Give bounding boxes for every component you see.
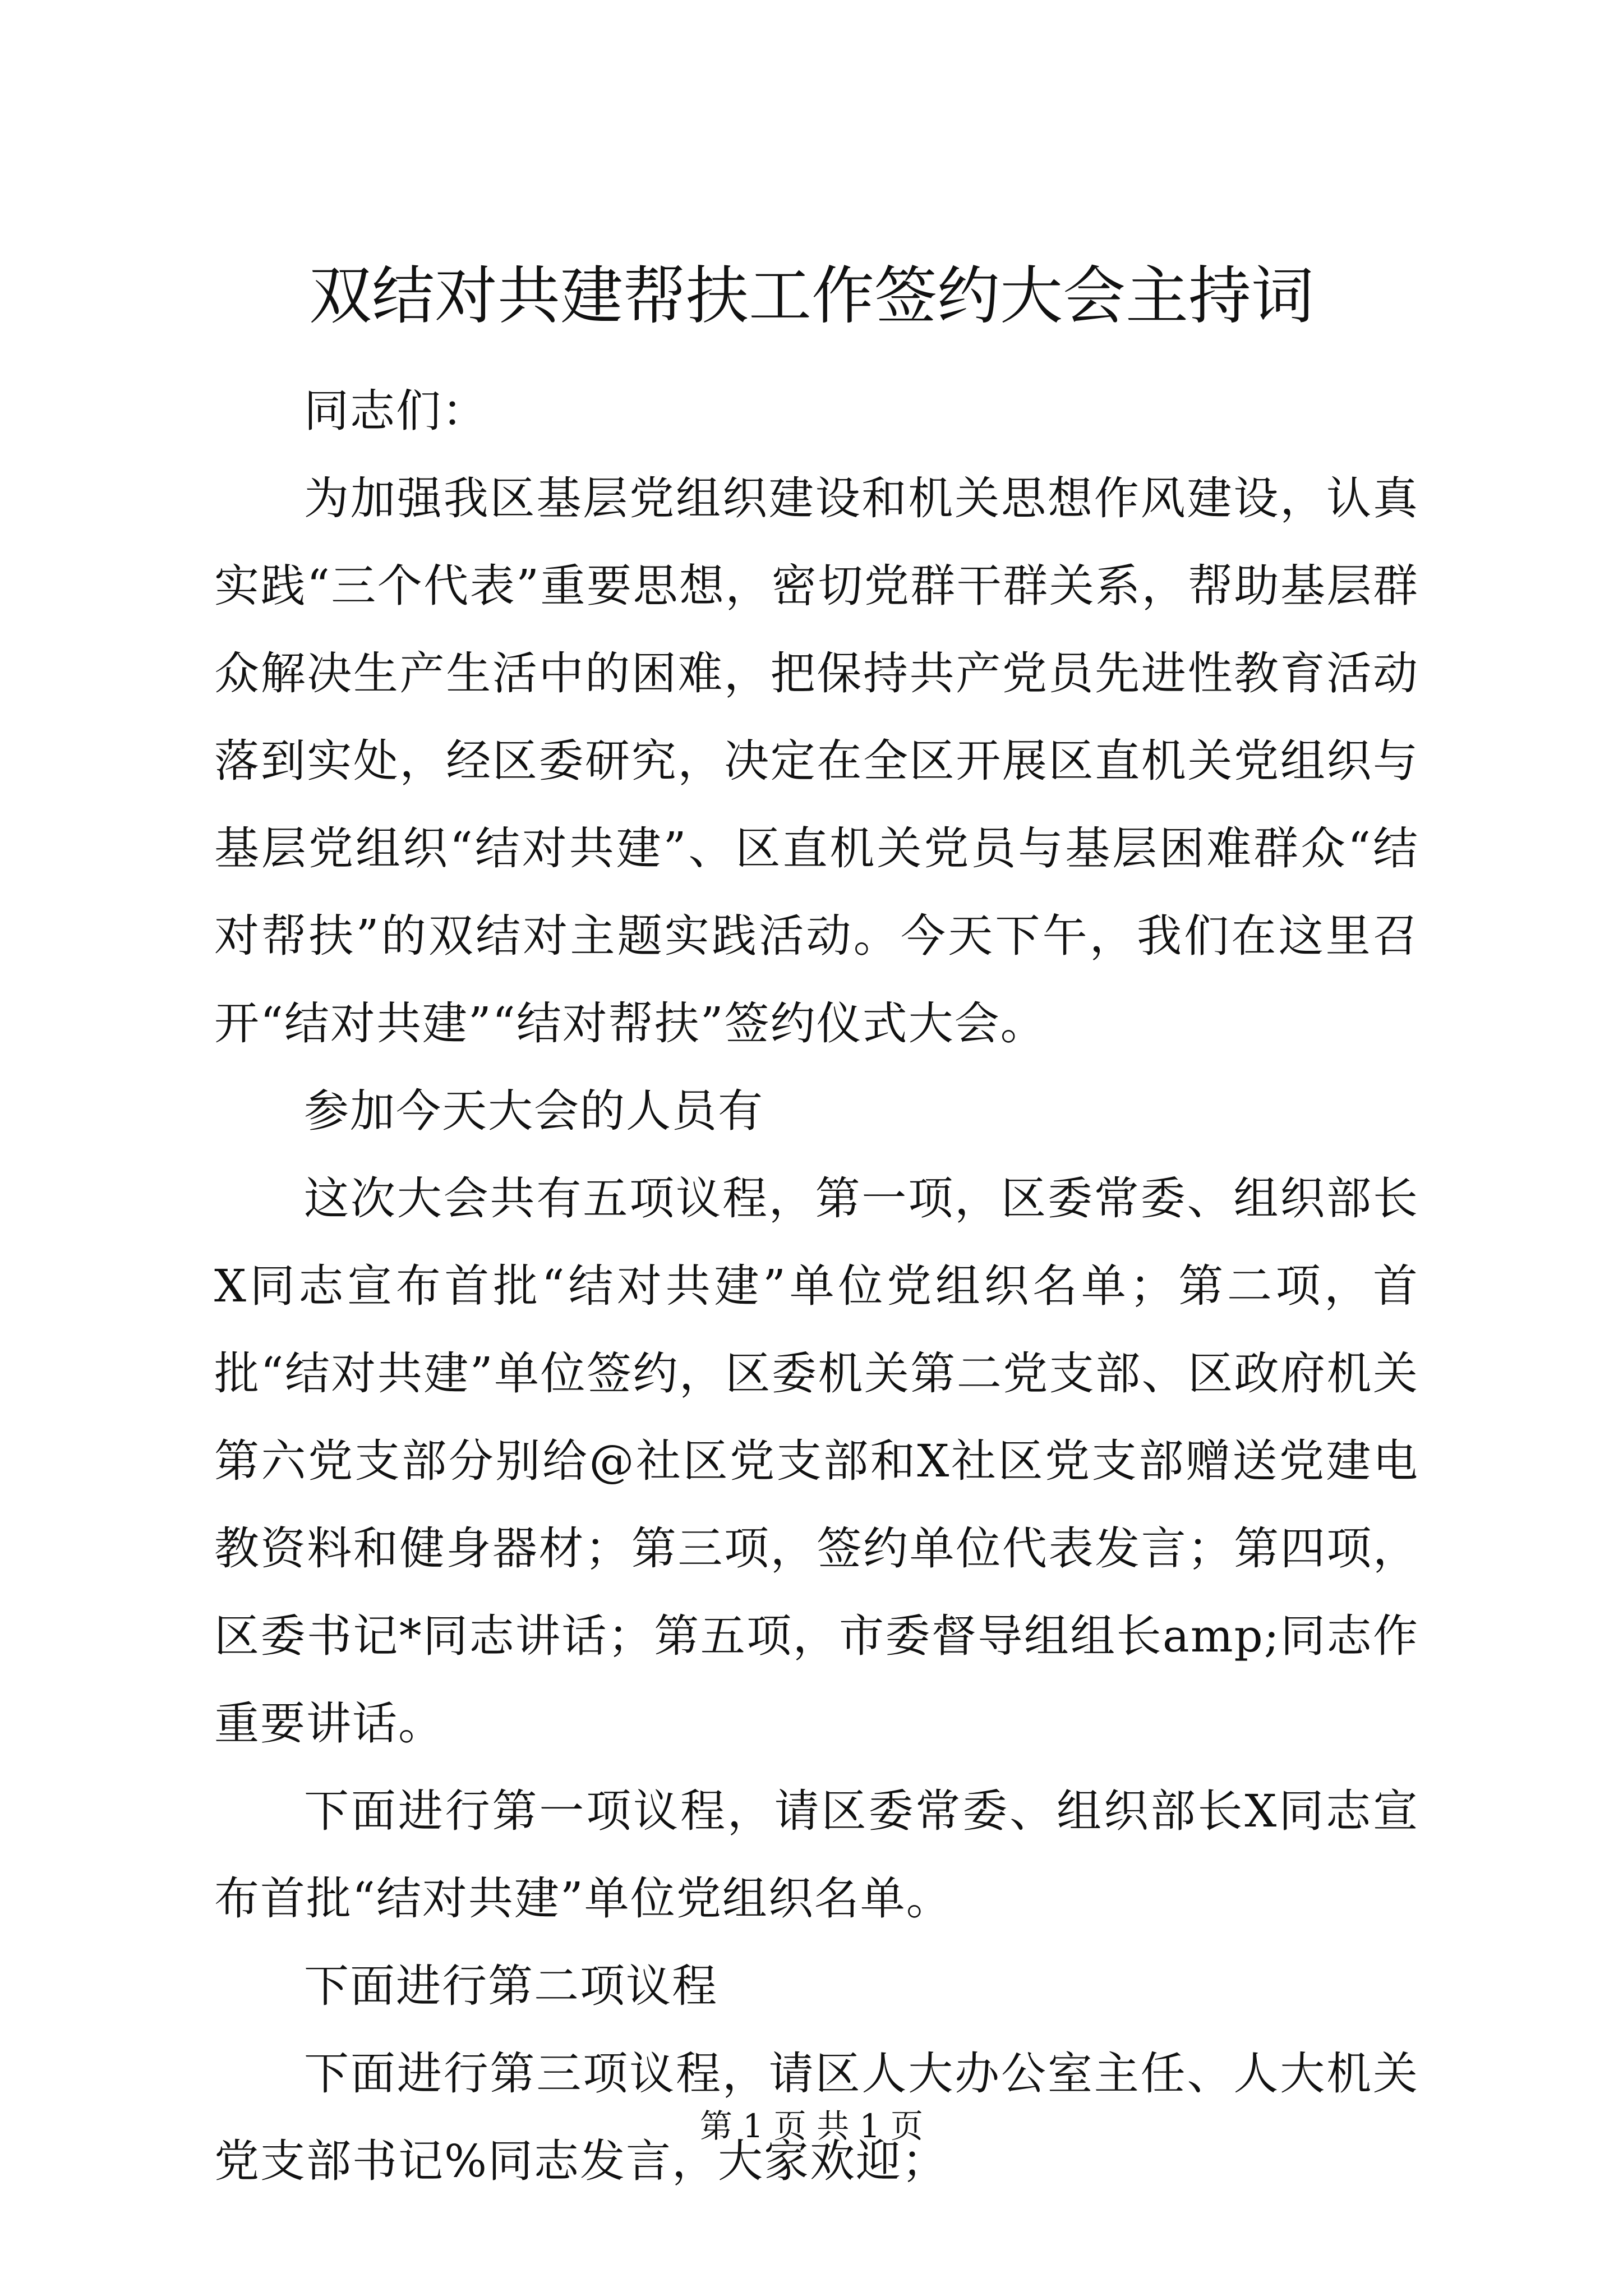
agenda-item-3-paragraph: 下面进行第三项议程，请区人大办公室主任、人大机关党支部书记%同志发言，大家欢迎； <box>214 2047 1419 2187</box>
greeting-paragraph: 同志们： <box>304 385 488 437</box>
agenda-paragraph: 这次大会共有五项议程，第一项，区委常委、组织部长X同志宣布首批“结对共建”单位党组织名单；第二项，首批“结对共建”单位签约，区委机关第二党支部、区政府机关第六党支部分别给@社区党支部和X社区党支部赠送党建电教资料和健身器材；第三项，签约单位代表发言；第四项，区委书记*同志讲话；第五项，市委督导组组长amp;同志作重要讲话。 <box>214 1172 1419 1750</box>
document-title: 双结对共建帮扶工作签约大会主持词 <box>309 260 1314 333</box>
page-number-footer: 第 1 页 共 1 页 <box>700 2107 923 2145</box>
document-body <box>214 367 1419 2205</box>
attendees-paragraph: 参加今天大会的人员有 <box>304 1085 764 1137</box>
intro-paragraph: 为加强我区基层党组织建设和机关思想作风建设，认真实践“三个代表”重要思想，密切党群干群关系，帮助基层群众解决生产生活中的困难，把保持共产党员先进性教育活动落到实处，经区委研究，决定在全区开展区直机关党组织与基层党组织“结对共建”、区直机关党员与基层困难群众“结对帮扶”的双结对主题实践活动。今天下午，我们在这里召开“结对共建”“结对帮扶”签约仪式大会。 <box>214 472 1419 1050</box>
agenda-item-1-paragraph: 下面进行第一项议程，请区委常委、组织部长X同志宣布首批“结对共建”单位党组织名单。 <box>214 1785 1419 1925</box>
agenda-item-2-paragraph: 下面进行第二项议程 <box>304 1960 718 2012</box>
